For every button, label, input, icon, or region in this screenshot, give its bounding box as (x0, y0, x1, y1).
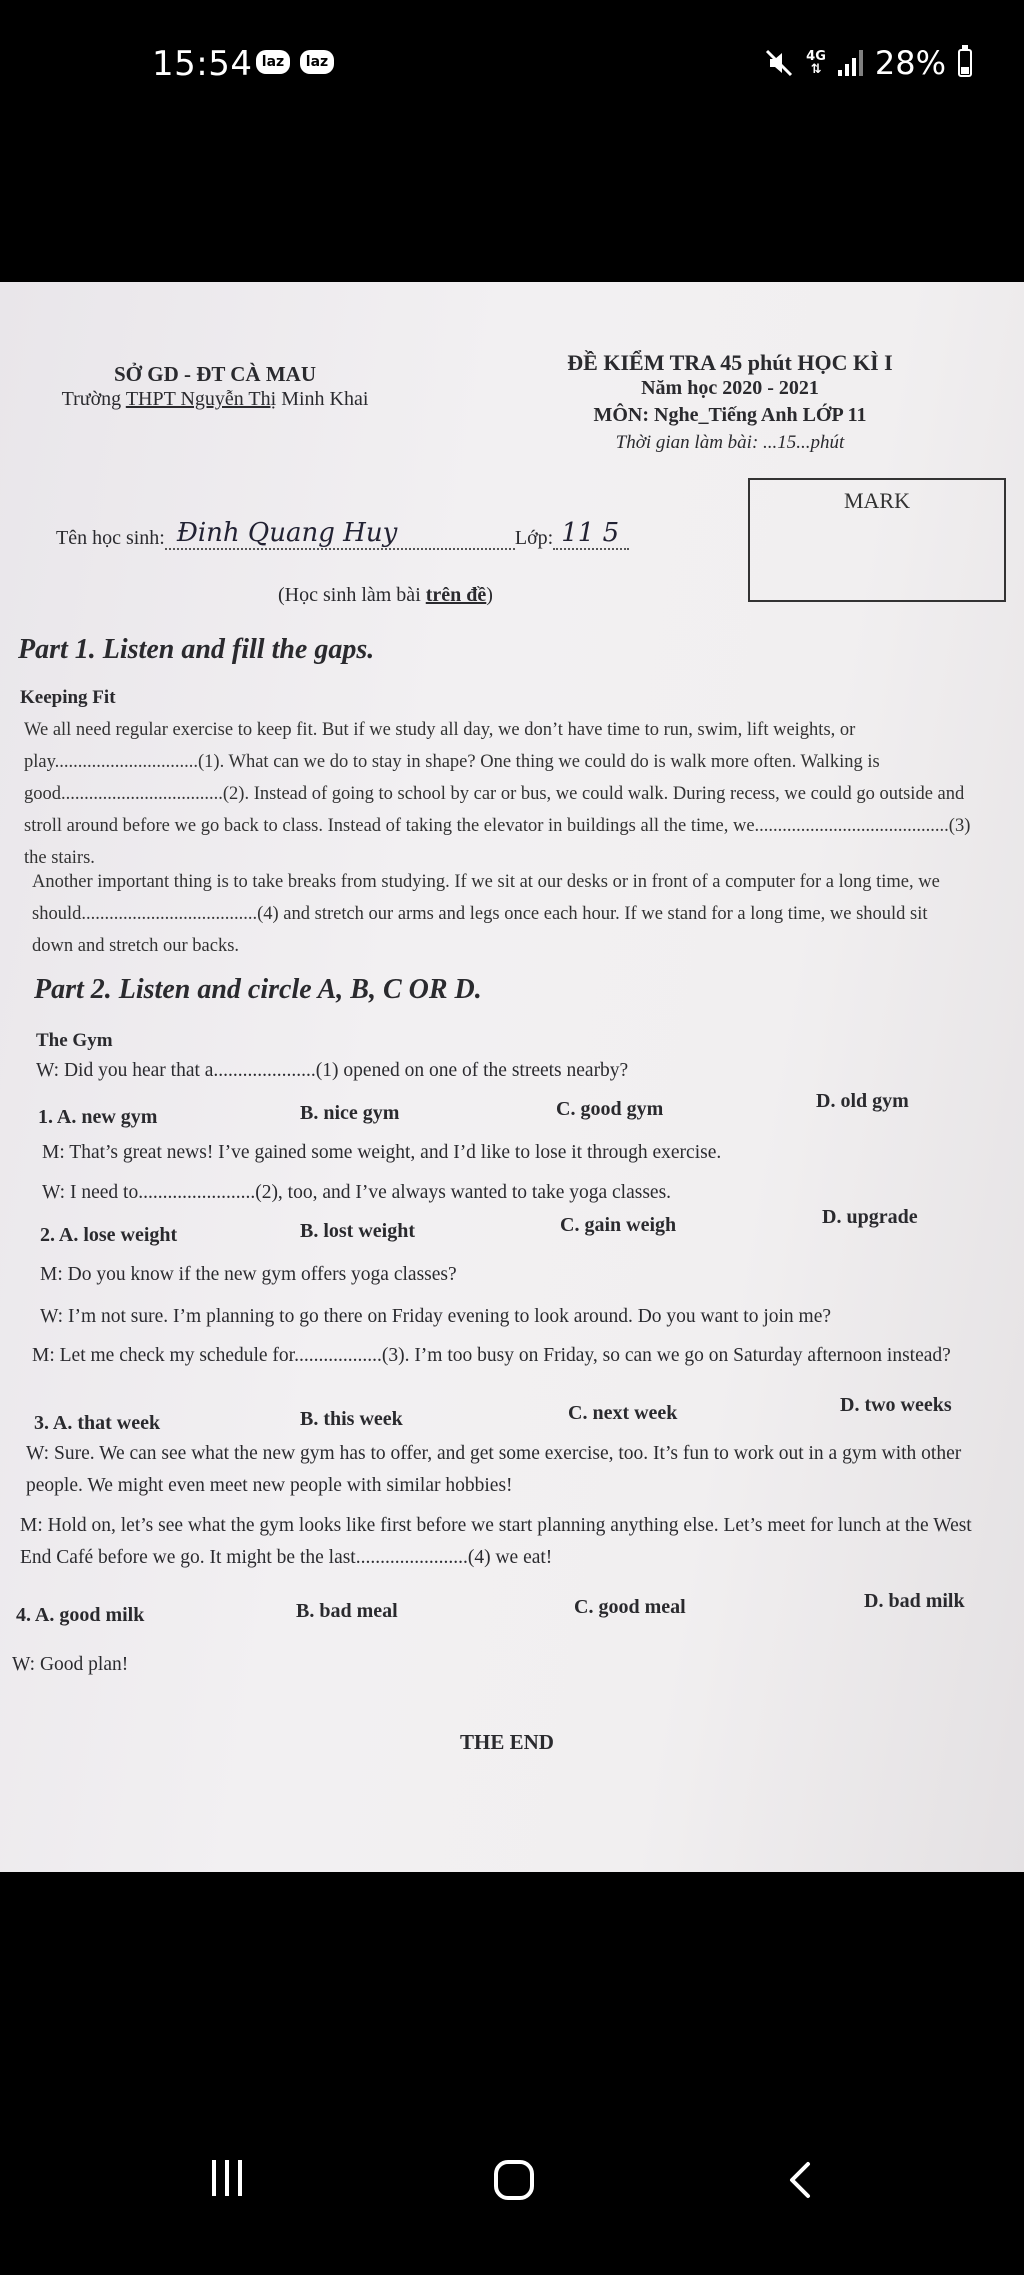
dialogue-line: M: That’s great news! I’ve gained some weight, and I’d like to lose it through exercise. (42, 1142, 722, 1163)
part2-title: Part 2. Listen and circle A, B, C OR D. (34, 974, 482, 1005)
recent-apps-button[interactable] (212, 2160, 242, 2196)
q1-option-c: C. good gym (556, 1098, 664, 1120)
q2-option-b: B. lost weight (300, 1220, 415, 1242)
q3-option-c: C. next week (568, 1402, 678, 1424)
school-year: Năm học 2020 - 2021 (641, 377, 819, 399)
back-button[interactable] (788, 2160, 812, 2200)
q2-option-d: D. upgrade (822, 1206, 918, 1228)
back-chevron-icon (788, 2160, 812, 2200)
dialogue-line: W: I need to........................(2), too, and I’ve always wanted to take yoga classes. (42, 1182, 672, 1203)
q4-option-d: D. bad milk (864, 1590, 965, 1612)
dialogue-line: M: Hold on, let’s see what the gym looks like first before we start planning anything else. Let’s meet for lunch at the West End Café before we go. It might be the last.......................(4) we eat! (20, 1515, 972, 1568)
student-name-handwritten: Đinh Quang Huy (176, 518, 398, 548)
part1-paragraph-1: We all need regular exercise to keep fit. But if we study all day, we don’t have time to run, swim, lift weights, or play...............................(1). What can we do to stay in shape? One thing we could do is walk more often. Walking is good...................................(2). Instead of going to school by car or bus, we could walk. During recess, we could go outside and stroll around before we go back to class. Instead of taking the elevator in buildings all the time, we..........................................(3) the stairs. (24, 720, 971, 868)
home-button[interactable] (494, 2160, 534, 2200)
subject: MÔN: Nghe_Tiếng Anh LỚP 11 (593, 404, 867, 426)
mark-box: MARK (748, 478, 1006, 602)
q1-option-b: B. nice gym (300, 1102, 400, 1124)
q4-option-a: 4. A. good milk (16, 1604, 145, 1626)
notification-badge-icon: laz (256, 50, 290, 74)
q1-option-a: 1. A. new gym (38, 1106, 158, 1128)
student-name-line: Tên học sinh: Đinh Quang Huy Lớp: 11 5 (56, 526, 629, 550)
student-class-handwritten: 11 5 (561, 518, 620, 548)
battery-percent: 28% (874, 44, 946, 82)
q4-option-b: B. bad meal (296, 1600, 398, 1622)
q1-option-d: D. old gym (816, 1090, 909, 1112)
dialogue-line: M: Do you know if the new gym offers yoga classes? (40, 1264, 457, 1285)
the-end: THE END (460, 1730, 554, 1754)
mute-icon (764, 48, 794, 78)
part1-title: Part 1. Listen and fill the gaps. (18, 634, 375, 665)
status-bar (0, 0, 1024, 130)
notification-badge-icon: laz (300, 50, 334, 74)
dialogue-line: W: Did you hear that a.....................(1) opened on one of the streets nearby? (36, 1060, 629, 1081)
q3-option-a: 3. A. that week (34, 1412, 161, 1434)
status-right-group (764, 44, 972, 82)
part1-subtitle: Keeping Fit (20, 687, 116, 708)
status-time: 15:54 (152, 44, 253, 84)
work-note: (Học sinh làm bài trên đề) (278, 584, 493, 606)
q3-option-b: B. this week (300, 1408, 403, 1430)
exam-title: ĐỀ KIỂM TRA 45 phút HỌC KÌ I (567, 350, 893, 375)
q2-option-c: C. gain weigh (560, 1214, 677, 1236)
dialogue-line: M: Let me check my schedule for..................(3). I’m too busy on Friday, so can we go on Saturday afternoon instead? (32, 1345, 951, 1366)
q2-option-a: 2. A. lose weight (40, 1224, 178, 1246)
nav-bar (0, 2130, 1024, 2230)
exam-paper (0, 282, 1024, 1872)
battery-icon (958, 49, 972, 77)
part2-subtitle: The Gym (36, 1030, 113, 1051)
q3-option-d: D. two weeks (840, 1394, 952, 1416)
network-type: 4G ⇅ (806, 49, 826, 77)
signal-icon (838, 50, 863, 76)
dialogue-line: W: I’m not sure. I’m planning to go there on Friday evening to look around. Do you want to join me? (40, 1306, 832, 1327)
dialogue-line: W: Good plan! (12, 1654, 129, 1675)
dept-name: SỞ GD - ĐT CÀ MAU (113, 362, 317, 386)
part1-paragraph-2: Another important thing is to take breaks from studying. If we sit at our desks or in front of a computer for a long time, we should......................................(4) and stretch our arms and legs once each hour. If we stand for a long time, we should sit down and stretch our backs. (32, 872, 940, 956)
exam-time: Thời gian làm bài: ...15...phút (615, 432, 845, 453)
dialogue-line: W: Sure. We can see what the new gym has to offer, and get some exercise, too. It’s fun to work out in a gym with other people. We might even meet new people with similar hobbies! (26, 1443, 962, 1496)
school-name: Trường THPT Nguyễn Thị Minh Khai (61, 388, 369, 410)
q4-option-c: C. good meal (574, 1596, 686, 1618)
